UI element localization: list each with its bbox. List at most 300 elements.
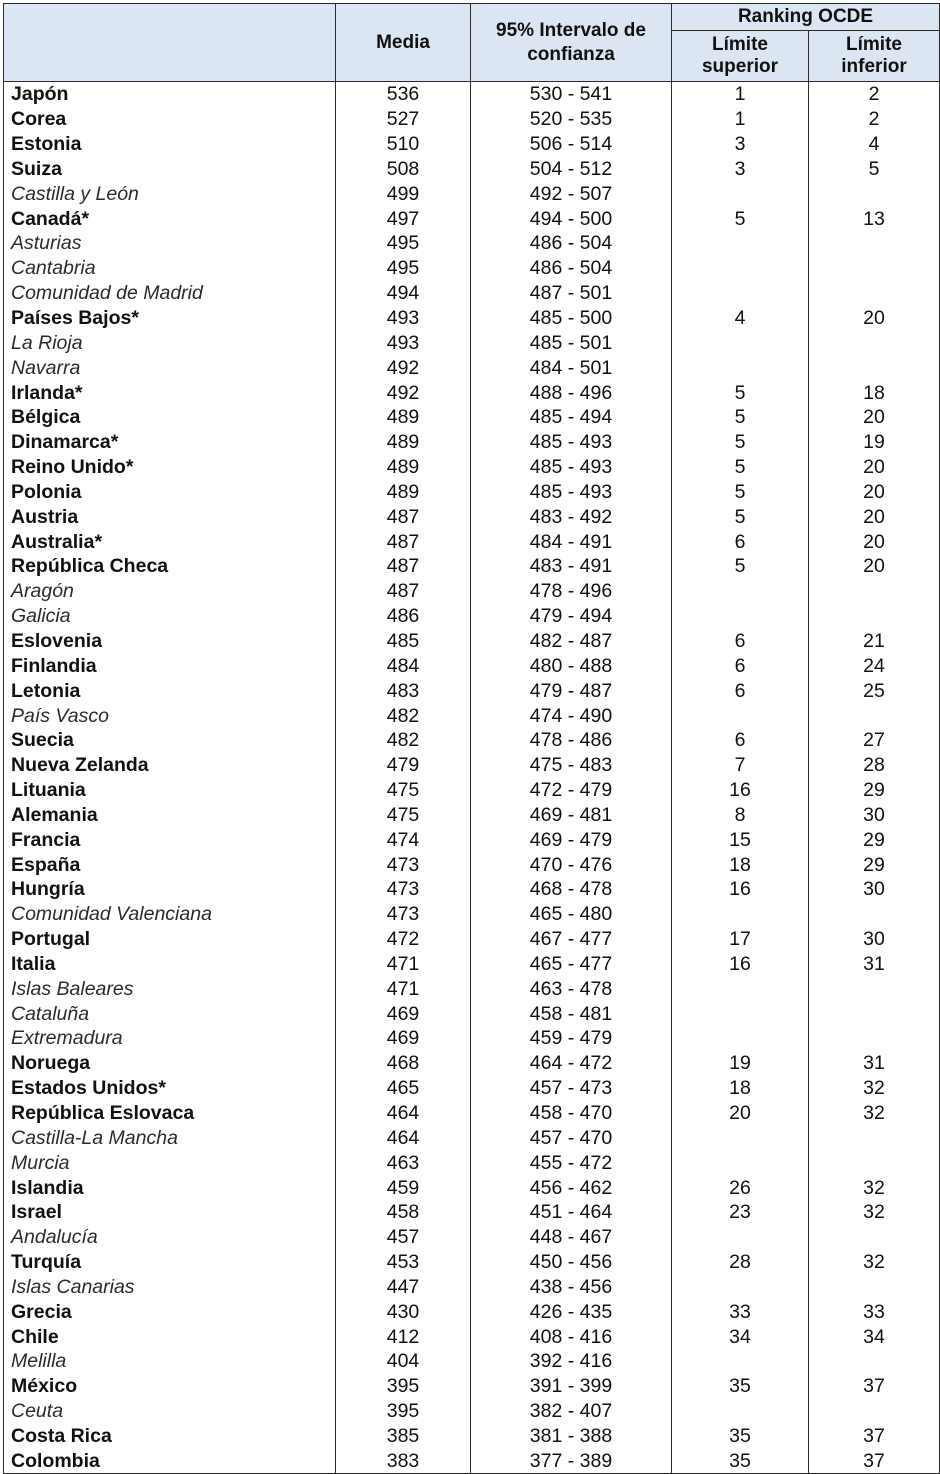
table-row [4,355,940,380]
table-row [4,157,940,182]
row-confidence-interval: 530 - 541 [471,82,672,107]
row-upper-limit: 18 [672,852,809,877]
table-row [4,281,940,306]
row-confidence-interval: 470 - 476 [471,852,672,877]
table-row [4,1424,940,1449]
row-media: 493 [336,306,471,331]
row-name: Aragón [4,579,336,604]
row-confidence-interval: 485 - 494 [471,405,672,430]
row-media: 469 [336,1026,471,1051]
row-name: Navarra [4,355,336,380]
row-upper-limit [672,604,809,629]
table-row [4,405,940,430]
row-media: 395 [336,1399,471,1424]
row-lower-limit: 20 [809,455,940,480]
table-row [4,480,940,505]
row-upper-limit [672,330,809,355]
results-table [3,3,940,1474]
row-confidence-interval: 391 - 399 [471,1374,672,1399]
row-upper-limit [672,976,809,1001]
row-upper-limit [672,231,809,256]
row-name: Comunidad de Madrid [4,281,336,306]
header-country [4,4,336,82]
row-upper-limit [672,256,809,281]
header-upper-line1: Límite [712,34,768,55]
row-lower-limit: 30 [809,927,940,952]
table-row [4,952,940,977]
row-lower-limit [809,902,940,927]
row-confidence-interval: 485 - 500 [471,306,672,331]
row-name: País Vasco [4,703,336,728]
row-lower-limit: 24 [809,653,940,678]
row-media: 489 [336,480,471,505]
row-upper-limit [672,1225,809,1250]
table-row [4,181,940,206]
row-name: Finlandia [4,653,336,678]
row-confidence-interval: 485 - 493 [471,455,672,480]
row-lower-limit: 37 [809,1374,940,1399]
row-upper-limit [672,1399,809,1424]
row-confidence-interval: 506 - 514 [471,132,672,157]
row-media: 468 [336,1051,471,1076]
table-row [4,1448,940,1473]
row-name: Comunidad Valenciana [4,902,336,927]
row-upper-limit: 5 [672,455,809,480]
row-confidence-interval: 377 - 389 [471,1448,672,1473]
row-upper-limit: 5 [672,480,809,505]
row-upper-limit: 19 [672,1051,809,1076]
row-confidence-interval: 485 - 501 [471,330,672,355]
row-upper-limit: 6 [672,529,809,554]
row-lower-limit: 28 [809,753,940,778]
table-row [4,1299,940,1324]
row-upper-limit: 23 [672,1200,809,1225]
row-name: Extremadura [4,1026,336,1051]
header-media: Media [336,4,471,82]
row-lower-limit [809,1225,940,1250]
header-lower-line1: Límite [846,34,902,55]
row-lower-limit [809,1026,940,1051]
row-name: Andalucía [4,1225,336,1250]
row-upper-limit: 4 [672,306,809,331]
row-name: Costa Rica [4,1424,336,1449]
row-lower-limit [809,976,940,1001]
row-name: Australia* [4,529,336,554]
row-lower-limit: 30 [809,877,940,902]
row-media: 458 [336,1200,471,1225]
row-confidence-interval: 458 - 481 [471,1001,672,1026]
row-lower-limit [809,231,940,256]
row-media: 473 [336,877,471,902]
row-media: 485 [336,629,471,654]
header-lower-line2: inferior [841,56,907,77]
row-lower-limit [809,330,940,355]
row-confidence-interval: 382 - 407 [471,1399,672,1424]
row-lower-limit: 2 [809,82,940,107]
table-row [4,206,940,231]
table-row [4,1324,940,1349]
row-confidence-interval: 484 - 501 [471,355,672,380]
row-confidence-interval: 474 - 490 [471,703,672,728]
row-lower-limit: 21 [809,629,940,654]
row-name: Eslovenia [4,629,336,654]
row-lower-limit [809,181,940,206]
header-confidence-interval [471,4,672,82]
row-media: 465 [336,1076,471,1101]
row-name: Países Bajos* [4,306,336,331]
row-name: Galicia [4,604,336,629]
row-lower-limit [809,703,940,728]
row-upper-limit: 6 [672,629,809,654]
table-row [4,1101,940,1126]
row-confidence-interval: 438 - 456 [471,1275,672,1300]
table-row [4,1250,940,1275]
row-lower-limit [809,604,940,629]
row-media: 474 [336,827,471,852]
row-media: 492 [336,355,471,380]
row-media: 489 [336,430,471,455]
row-lower-limit [809,1001,940,1026]
row-name: Estonia [4,132,336,157]
row-media: 395 [336,1374,471,1399]
row-media: 463 [336,1150,471,1175]
row-confidence-interval: 464 - 472 [471,1051,672,1076]
row-media: 499 [336,181,471,206]
row-media: 487 [336,579,471,604]
row-name: Estados Unidos* [4,1076,336,1101]
table-row [4,827,940,852]
row-confidence-interval: 479 - 487 [471,678,672,703]
row-upper-limit [672,703,809,728]
table-row [4,107,940,132]
row-lower-limit: 29 [809,852,940,877]
row-lower-limit: 20 [809,554,940,579]
row-media: 385 [336,1424,471,1449]
row-upper-limit: 5 [672,554,809,579]
row-name: República Checa [4,554,336,579]
row-name: Cataluña [4,1001,336,1026]
row-lower-limit [809,1349,940,1374]
row-upper-limit [672,1001,809,1026]
table-row [4,1125,940,1150]
table-row [4,753,940,778]
row-upper-limit: 20 [672,1101,809,1126]
table-row [4,802,940,827]
table-row [4,927,940,952]
row-lower-limit: 32 [809,1101,940,1126]
row-confidence-interval: 457 - 473 [471,1076,672,1101]
row-name: Reino Unido* [4,455,336,480]
row-confidence-interval: 479 - 494 [471,604,672,629]
table-row [4,231,940,256]
row-lower-limit: 33 [809,1299,940,1324]
header-upper-limit [672,31,809,82]
row-media: 464 [336,1125,471,1150]
table-body [4,82,940,1474]
row-media: 527 [336,107,471,132]
table-row [4,1200,940,1225]
row-lower-limit [809,579,940,604]
row-confidence-interval: 486 - 504 [471,256,672,281]
row-name: Lituania [4,778,336,803]
row-name: La Rioja [4,330,336,355]
table-row [4,604,940,629]
row-lower-limit: 37 [809,1448,940,1473]
row-name: Ceuta [4,1399,336,1424]
row-confidence-interval: 487 - 501 [471,281,672,306]
row-name: Irlanda* [4,380,336,405]
row-lower-limit: 19 [809,430,940,455]
table-row [4,877,940,902]
row-media: 464 [336,1101,471,1126]
row-name: Francia [4,827,336,852]
row-confidence-interval: 484 - 491 [471,529,672,554]
row-lower-limit: 32 [809,1076,940,1101]
table-row [4,678,940,703]
row-lower-limit [809,1399,940,1424]
header-lower-limit [809,31,940,82]
row-media: 479 [336,753,471,778]
row-lower-limit: 29 [809,827,940,852]
table-row [4,1225,940,1250]
row-media: 447 [336,1275,471,1300]
row-upper-limit [672,579,809,604]
table-row [4,1175,940,1200]
row-media: 471 [336,952,471,977]
row-upper-limit: 6 [672,728,809,753]
row-upper-limit [672,1275,809,1300]
row-name: Italia [4,952,336,977]
row-media: 494 [336,281,471,306]
row-upper-limit [672,1150,809,1175]
header-ci-line1: 95% Intervalo de [496,19,646,41]
row-lower-limit: 20 [809,405,940,430]
row-name: Letonia [4,678,336,703]
row-name: Islandia [4,1175,336,1200]
row-name: Grecia [4,1299,336,1324]
row-lower-limit: 25 [809,678,940,703]
row-confidence-interval: 494 - 500 [471,206,672,231]
row-media: 472 [336,927,471,952]
row-lower-limit [809,355,940,380]
row-upper-limit: 1 [672,107,809,132]
row-media: 487 [336,504,471,529]
row-confidence-interval: 450 - 456 [471,1250,672,1275]
row-media: 404 [336,1349,471,1374]
row-name: Turquía [4,1250,336,1275]
table-row [4,1349,940,1374]
row-upper-limit: 5 [672,206,809,231]
row-upper-limit: 15 [672,827,809,852]
row-media: 495 [336,231,471,256]
row-lower-limit [809,256,940,281]
row-name: Corea [4,107,336,132]
row-upper-limit: 34 [672,1324,809,1349]
row-confidence-interval: 458 - 470 [471,1101,672,1126]
row-lower-limit: 29 [809,778,940,803]
row-confidence-interval: 381 - 388 [471,1424,672,1449]
row-name: República Eslovaca [4,1101,336,1126]
row-media: 489 [336,455,471,480]
table-row [4,1001,940,1026]
row-name: Bélgica [4,405,336,430]
row-media: 430 [336,1299,471,1324]
row-confidence-interval: 459 - 479 [471,1026,672,1051]
table-row [4,629,940,654]
row-upper-limit [672,1349,809,1374]
row-upper-limit: 7 [672,753,809,778]
row-name: Alemania [4,802,336,827]
row-name: Suiza [4,157,336,182]
row-confidence-interval: 480 - 488 [471,653,672,678]
row-media: 510 [336,132,471,157]
row-upper-limit: 3 [672,132,809,157]
row-name: Hungría [4,877,336,902]
row-media: 483 [336,678,471,703]
row-confidence-interval: 468 - 478 [471,877,672,902]
table-row [4,504,940,529]
row-lower-limit: 31 [809,952,940,977]
row-lower-limit: 32 [809,1250,940,1275]
row-upper-limit: 16 [672,877,809,902]
row-media: 412 [336,1324,471,1349]
row-media: 453 [336,1250,471,1275]
row-media: 487 [336,529,471,554]
row-lower-limit: 18 [809,380,940,405]
table-row [4,1076,940,1101]
row-media: 475 [336,778,471,803]
row-upper-limit: 33 [672,1299,809,1324]
row-name: Murcia [4,1150,336,1175]
row-media: 484 [336,653,471,678]
table-row [4,976,940,1001]
row-media: 482 [336,703,471,728]
table-row [4,1051,940,1076]
row-confidence-interval: 408 - 416 [471,1324,672,1349]
row-upper-limit: 1 [672,82,809,107]
row-media: 459 [336,1175,471,1200]
row-media: 536 [336,82,471,107]
row-media: 489 [336,405,471,430]
row-upper-limit [672,902,809,927]
row-upper-limit [672,281,809,306]
row-name: Polonia [4,480,336,505]
row-upper-limit: 18 [672,1076,809,1101]
row-lower-limit: 2 [809,107,940,132]
row-confidence-interval: 488 - 496 [471,380,672,405]
row-confidence-interval: 469 - 481 [471,802,672,827]
header-upper-line2: superior [701,56,779,77]
row-upper-limit: 35 [672,1374,809,1399]
table-row [4,1275,940,1300]
row-lower-limit: 32 [809,1175,940,1200]
row-confidence-interval: 457 - 470 [471,1125,672,1150]
row-lower-limit [809,1275,940,1300]
row-lower-limit: 20 [809,529,940,554]
table-row [4,256,940,281]
row-media: 457 [336,1225,471,1250]
row-name: España [4,852,336,877]
row-confidence-interval: 448 - 467 [471,1225,672,1250]
table-row [4,728,940,753]
row-name: Suecia [4,728,336,753]
row-lower-limit: 34 [809,1324,940,1349]
row-media: 469 [336,1001,471,1026]
row-confidence-interval: 504 - 512 [471,157,672,182]
row-name: Melilla [4,1349,336,1374]
row-confidence-interval: 426 - 435 [471,1299,672,1324]
row-upper-limit: 35 [672,1424,809,1449]
row-upper-limit [672,1125,809,1150]
row-confidence-interval: 485 - 493 [471,430,672,455]
row-upper-limit: 17 [672,927,809,952]
row-upper-limit: 35 [672,1448,809,1473]
row-name: Noruega [4,1051,336,1076]
row-upper-limit: 5 [672,430,809,455]
row-name: Portugal [4,927,336,952]
row-name: Austria [4,504,336,529]
row-upper-limit [672,355,809,380]
row-lower-limit [809,1150,940,1175]
row-upper-limit [672,1026,809,1051]
row-name: Cantabria [4,256,336,281]
row-confidence-interval: 465 - 477 [471,952,672,977]
row-upper-limit: 6 [672,653,809,678]
row-upper-limit: 3 [672,157,809,182]
table-row [4,132,940,157]
row-name: Japón [4,82,336,107]
row-name: Castilla-La Mancha [4,1125,336,1150]
row-lower-limit: 20 [809,480,940,505]
row-media: 492 [336,380,471,405]
row-lower-limit [809,1125,940,1150]
table-row [4,529,940,554]
table-row [4,1150,940,1175]
table-row [4,1374,940,1399]
table-row [4,430,940,455]
row-lower-limit: 5 [809,157,940,182]
row-lower-limit: 13 [809,206,940,231]
row-confidence-interval: 520 - 535 [471,107,672,132]
table-header [4,4,940,82]
row-lower-limit: 31 [809,1051,940,1076]
row-lower-limit: 32 [809,1200,940,1225]
row-name: Chile [4,1324,336,1349]
row-upper-limit: 26 [672,1175,809,1200]
row-confidence-interval: 485 - 493 [471,480,672,505]
row-confidence-interval: 455 - 472 [471,1150,672,1175]
row-media: 482 [336,728,471,753]
row-confidence-interval: 483 - 491 [471,554,672,579]
row-upper-limit: 5 [672,504,809,529]
table-row [4,778,940,803]
row-lower-limit: 30 [809,802,940,827]
row-name: Islas Canarias [4,1275,336,1300]
row-media: 473 [336,852,471,877]
row-upper-limit: 8 [672,802,809,827]
row-media: 487 [336,554,471,579]
row-lower-limit: 20 [809,504,940,529]
row-confidence-interval: 483 - 492 [471,504,672,529]
row-confidence-interval: 475 - 483 [471,753,672,778]
row-confidence-interval: 465 - 480 [471,902,672,927]
row-name: México [4,1374,336,1399]
row-confidence-interval: 472 - 479 [471,778,672,803]
row-media: 508 [336,157,471,182]
row-media: 471 [336,976,471,1001]
table-row [4,1399,940,1424]
table-row [4,1026,940,1051]
